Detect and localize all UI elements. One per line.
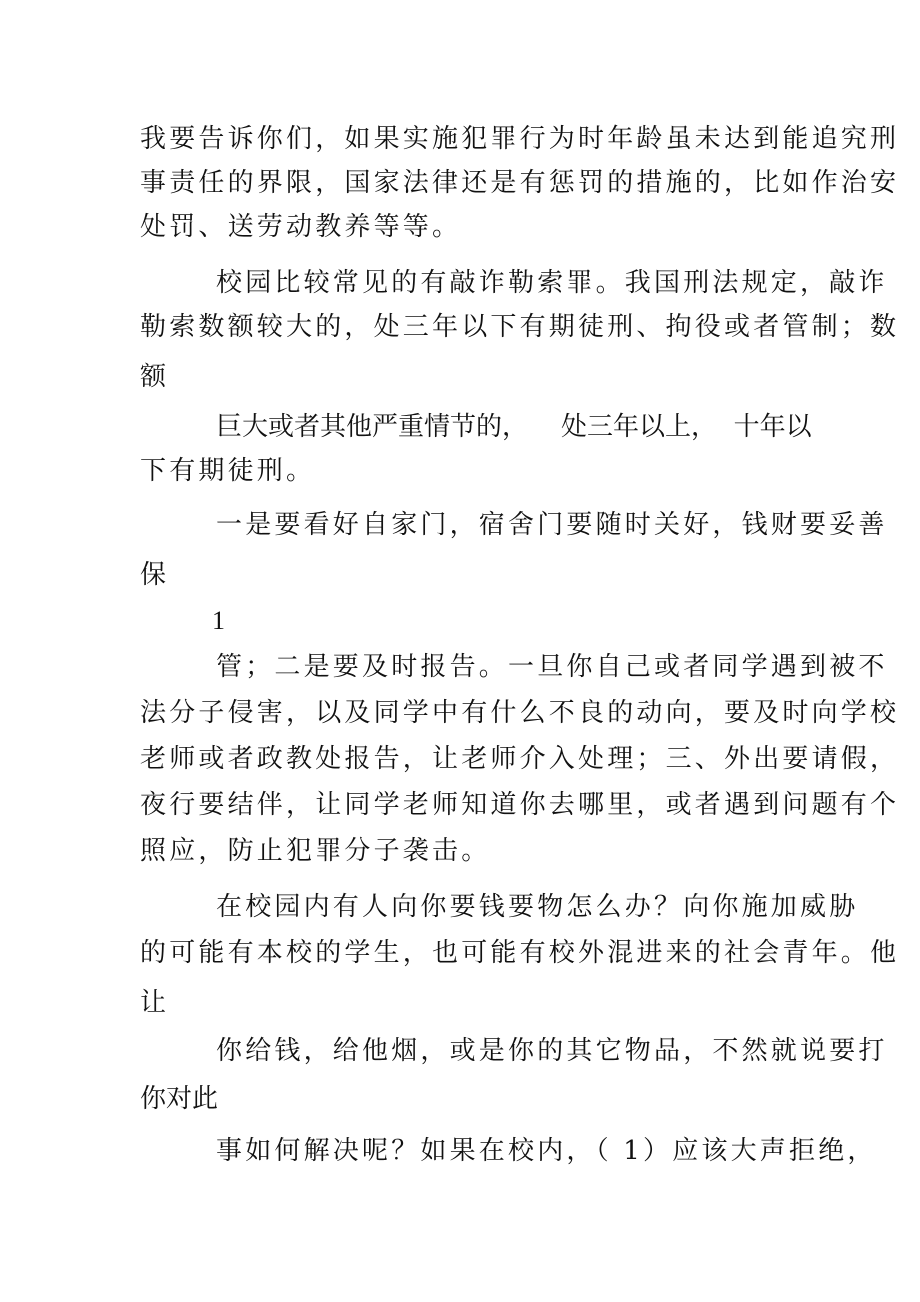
- text-line: 老师或者政教处报告，让老师介入处理；三、外出要请假，: [140, 744, 900, 774]
- text-line: 巨大或者其他严重情节的， 处三年以上， 十年以: [216, 412, 812, 442]
- text-line: 夜行要结伴，让同学老师知道你去哪里，或者遇到问题有个: [140, 790, 900, 820]
- text-line: 你对此: [140, 1084, 219, 1114]
- text-line: 让: [140, 988, 167, 1018]
- text-line: 在校园内有人向你要钱要物怎么办？向你施加威胁: [216, 892, 859, 922]
- text-line: 法分子侵害，以及同学中有什么不良的动向，要及时向学校: [140, 698, 900, 728]
- text-line: 我要告诉你们，如果实施犯罪行为时年龄虽未达到能追究刑: [140, 124, 900, 154]
- text-line: 下有期徒刑。: [140, 456, 316, 486]
- text-line: 保: [140, 560, 167, 590]
- text-line: 勒索数额较大的，处三年以下有期徒刑、拘役或者管制；数: [140, 312, 900, 342]
- text-line: 的可能有本校的学生，也可能有校外混进来的社会青年。他: [140, 938, 900, 968]
- text-line: 你给钱，给他烟，或是你的其它物品，不然就说要打: [216, 1036, 888, 1066]
- text-line: 事责任的界限，国家法律还是有惩罚的措施的，比如作治安: [140, 168, 900, 198]
- text-line: 管；二是要及时报告。一旦你自己或者同学遇到被不: [216, 652, 888, 682]
- page-number: 1: [212, 606, 225, 635]
- text-line: 处罚、送劳动教养等等。: [140, 212, 462, 242]
- text-line: 校园比较常见的有敲诈勒索罪。我国刑法规定，敲诈: [216, 268, 888, 298]
- text-line: 照应，防止犯罪分子袭击。: [140, 836, 491, 866]
- text-line: 一是要看好自家门，宿舍门要随时关好，钱财要妥善: [216, 510, 888, 540]
- text-line: 事如何解决呢？如果在校内，（ 1）应该大声拒绝，: [216, 1136, 877, 1166]
- text-line: 额: [140, 362, 167, 392]
